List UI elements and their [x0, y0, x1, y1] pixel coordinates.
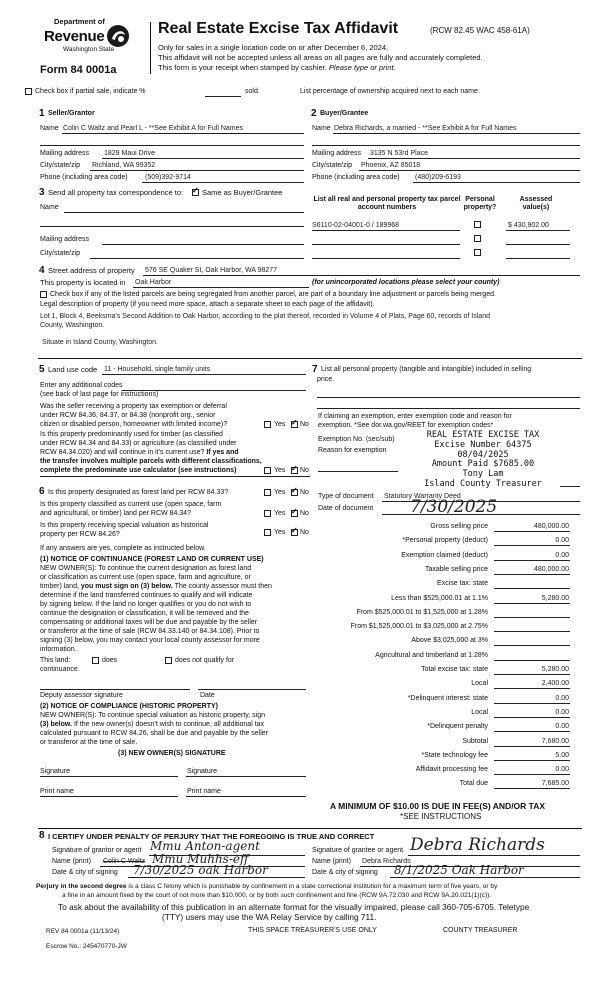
seller-heading: Seller/Grantor: [48, 110, 95, 117]
timber-question-l1: Is this property predominantly used for timber (as classified: [40, 431, 223, 438]
n1-l6: continue the designation or classification, it will be removed and the: [40, 610, 249, 617]
located-label: This property is located in: [40, 278, 126, 287]
street-label: Street address of property: [48, 266, 135, 275]
grantor-signature-label: Signature of grantor or agent: [52, 847, 142, 854]
current-use-question-l1: Is this property classified as current use (open space, farm: [40, 501, 222, 508]
grantor-name-label: Name (print): [52, 858, 91, 865]
personal-property-label-l2: price.: [317, 376, 335, 383]
tax-row-label: Less than $525,000.01 at 1.1%: [391, 594, 488, 602]
buyer-phone-value[interactable]: (480)209-6193: [415, 174, 461, 181]
buyer-city-value[interactable]: Phoenix, AZ 85018: [361, 162, 421, 169]
partial-sale-checkbox[interactable]: [25, 88, 32, 95]
grantee-date-city[interactable]: 8/1/2025 Oak Harbor: [394, 863, 524, 877]
tax-row-label: Local: [471, 708, 488, 716]
tax-row-label: Taxable selling price: [424, 565, 488, 573]
form-title: Real Estate Excise Tax Affidavit: [158, 20, 399, 37]
historic-no-checkbox[interactable]: [291, 529, 298, 536]
n1-l8: or transferor at the time of sale (RCW 84.33.140 or 84.34.108). Prior to: [40, 628, 260, 635]
tax-row-line: [494, 531, 570, 532]
ownership-note: List percentage of ownership acquired next to each name.: [300, 88, 480, 95]
escrow-number: Escrow No.: 245470770-JW: [46, 943, 127, 950]
tax-row-value[interactable]: 5.00: [555, 751, 569, 759]
buyer-heading: Buyer/Grantee: [320, 110, 369, 117]
historic-yes-checkbox[interactable]: [264, 529, 271, 536]
exemption-yes-checkbox[interactable]: [264, 421, 271, 428]
tax-row-line: [494, 560, 570, 561]
seller-city-label: City/state/zip: [40, 162, 81, 169]
tax-row-line: [494, 588, 570, 589]
land-use-label: Land use code: [48, 365, 98, 374]
segregate-label: Check box if any of the listed parcels are being segregated from another parcel, are part of a boundary line adjustment or parcels being merged.: [50, 291, 496, 298]
tax-row-value[interactable]: 5,280.00: [541, 594, 569, 602]
grantor-signature[interactable]: Mmu Anton-agent: [150, 839, 260, 853]
parcel-col-header: List all real and personal property tax parcel account numbers: [313, 196, 461, 212]
corr-city-line[interactable]: [90, 258, 304, 259]
tax-row-line: [494, 545, 570, 546]
land-does-checkbox[interactable]: [92, 657, 99, 664]
n1-l7: compensating or additional taxes will be due and payable by the seller: [40, 619, 258, 626]
exemption-reason-label: Reason for exemption: [318, 447, 387, 454]
additional-codes-label: Enter any additional codes: [40, 382, 123, 389]
tax-row-label: *Delinquent interest: state: [407, 694, 488, 702]
n2-l1: NEW OWNER(S): To continue special valuation as historic property, sign: [40, 712, 265, 719]
grantor-date-city[interactable]: 7/30/2025 oak Harbor: [133, 863, 268, 877]
current-use-yes-checkbox[interactable]: [264, 510, 271, 517]
section-1-number: 1: [39, 108, 45, 119]
parcel-number-1[interactable]: S6110-02-04001-0 / 189968: [312, 222, 400, 229]
seller-name-value[interactable]: Colin C Waltz and Pearl L - **See Exhibit A for Full Names: [63, 125, 244, 132]
section-3-number: 3: [39, 187, 45, 198]
timber-question-l5: complete the predominate use calculator (see instructions): [40, 467, 237, 474]
doc-date-label: Date of document: [318, 505, 374, 512]
n2-l3: calculated pursuant to RCW 84.26, shall be due and payable by the seller: [40, 730, 269, 737]
tax-row-line: [494, 617, 570, 618]
grantor-name-hand[interactable]: Mmu Muhhs-eff: [152, 852, 249, 866]
tax-row-line: [494, 603, 570, 604]
grantee-name-print[interactable]: Debra Richards: [362, 858, 411, 865]
located-note: (for unincorporated locations please select your county): [312, 279, 500, 286]
current-use-question-l2: and agricultural, or timber) land per RCW 84.34?: [40, 510, 191, 517]
forest-instructions: If any answers are yes, complete as instructed below.: [40, 545, 206, 552]
n1-l10: information.: [40, 646, 77, 653]
revision-label: REV 84 0001a (11/13/24): [46, 928, 120, 935]
timber-no-checkbox[interactable]: [291, 467, 298, 474]
grantee-name-label: Name (print): [312, 858, 351, 865]
tax-row-line: [494, 760, 570, 761]
segregate-checkbox[interactable]: [40, 291, 47, 298]
timber-yes-checkbox[interactable]: [264, 467, 271, 474]
new-owner-sig-label-1: Signature: [40, 768, 70, 775]
dor-logo-dept: Department of: [54, 17, 105, 26]
grantee-signature-label: Signature of grantee or agent: [312, 847, 404, 854]
exemption-note-l1: If claiming an exemption, enter exemption code and reason for: [318, 413, 512, 420]
tax-row-label: Affidavit processing fee: [415, 766, 488, 774]
perjury-line-2: a fine in an amount fixed by the court of not more than $10,000, or by both such confinement and fine (RCW 9A.72.030 and RCW 9A.20.021(1)(c)).: [62, 892, 492, 899]
grantor-name-print: Colin C Waltz: [103, 858, 146, 865]
partial-percent-line[interactable]: [205, 96, 241, 97]
notice-continuance-heading: (1) NOTICE OF CONTINUANCE (FOREST LAND OR CURRENT USE): [40, 556, 264, 563]
this-land-label: This land:: [40, 657, 71, 664]
tax-row-line: [494, 674, 570, 675]
same-as-buyer-label: Same as Buyer/Grantee: [202, 188, 283, 197]
street-value[interactable]: 576 SE Quaker St, Oak Harbor, WA 98277: [145, 267, 278, 274]
tax-row-label: From $1,525,000.01 to $3,025,000 at 2.75%: [350, 623, 488, 631]
header-divider: [150, 22, 151, 74]
exemption-note-l2: exemption. *See dor.wa.gov/REET for exemption codes*: [318, 422, 494, 429]
land-does-not-checkbox[interactable]: [165, 657, 172, 664]
buyer-name-value[interactable]: Debra Richards, a married - **See Exhibit A for Full Names: [334, 125, 517, 132]
n2-l2: (3) below. If the new owner(s) doesn't wish to continue, all additional tax: [40, 721, 265, 728]
legal-line-1: Lot 1, Block 4, Beeksma's Second Addition to Oak Harbor, according to the plat thereof, recorded in Volume 4 of Plats, Page 60, records of Island: [40, 313, 490, 320]
buyer-city-label: City/state/zip: [312, 162, 353, 169]
tax-row-value[interactable]: 480,000.00: [533, 523, 569, 530]
tax-row-label: Local: [471, 680, 488, 688]
perjury-line-1: Perjury in the second degree is a class C felony which is punishable by confinement in a state correctional institution for a maximum term of five years, or by: [36, 883, 498, 890]
tax-row-value[interactable]: 2,400.00: [541, 680, 569, 688]
tax-row-line: [494, 774, 570, 775]
exemption-question-l3: citizen or disabled person, homeowner with limited income)?: [40, 421, 228, 428]
assessed-col-header: Assessed value(s): [519, 196, 553, 212]
seller-phone-value[interactable]: (509)392-9714: [145, 174, 191, 181]
tax-row-value[interactable]: 7,685.00: [541, 780, 569, 788]
assessed-value-1[interactable]: $ 430,902.00: [508, 222, 549, 229]
timber-question-l4: the transfer involves multiple parcels with different classifications,: [40, 458, 262, 465]
exemption-question-l1: Was the seller receiving a property tax exemption or deferral: [40, 403, 227, 410]
timber-question-l2: under RCW 84.34 and 84.33) or agriculture (as classified under: [40, 440, 237, 447]
exemption-question-l2: under RCW 84.36, 84.37, or 84.38 (nonprofit org., senior: [40, 412, 216, 419]
doc-type-value[interactable]: Statutory Warranty Deed: [384, 493, 461, 500]
tax-row-label: Exemption claimed (deduct): [401, 551, 488, 559]
continuance-label: continuance.: [40, 666, 80, 673]
corr-name-label: Name: [40, 204, 59, 211]
personal-property-checkbox-3[interactable]: [474, 249, 481, 256]
buyer-phone-label: Phone (including area code): [312, 174, 400, 181]
treasurer-space-label: THIS SPACE TREASURER'S USE ONLY: [248, 927, 377, 934]
header-line-1: Only for sales in a single location code on or after December 6, 2024.: [158, 43, 389, 52]
n1-l1: NEW OWNER(S): To continue the current designation as forest land: [40, 565, 252, 572]
personal-property-label-l1: List all personal property (tangible and intangible) included in selling: [321, 366, 532, 373]
tax-row-label: Excise tax: state: [437, 580, 488, 588]
tax-row-value[interactable]: 0.00: [555, 537, 569, 545]
stamp-line-6: Island County Treasurer: [424, 478, 542, 489]
personal-col-header: Personal property?: [463, 196, 497, 212]
tax-row-line: [494, 746, 570, 747]
dor-logo-state: Washington State: [63, 46, 115, 53]
section-2-number: 2: [311, 108, 317, 119]
section-7-number: 7: [312, 364, 318, 375]
grantee-date-label: Date & city of signing: [312, 869, 378, 876]
stamp-line-3: 08/04/2025: [457, 449, 509, 460]
deputy-signature-label: Deputy assessor signature: [40, 692, 123, 699]
new-owner-sig-label-2: Signature: [187, 768, 217, 775]
tax-row-line: [494, 788, 570, 789]
grantee-signature[interactable]: Debra Richards: [410, 835, 545, 855]
personal-property-checkbox-2[interactable]: [474, 235, 481, 242]
tax-row-label: *State technology fee: [421, 751, 488, 759]
n2-l4: or transferor at the time of sale.: [40, 739, 138, 746]
section-4-number: 4: [39, 265, 45, 276]
tax-row-value[interactable]: 0.00: [555, 708, 569, 716]
seller-city-value[interactable]: Richland, WA 99352: [92, 162, 156, 169]
treasurer-stamp: [398, 431, 568, 490]
dor-logo-revenue: Revenue: [44, 28, 105, 45]
forest-no-checkbox[interactable]: [291, 489, 298, 496]
buyer-mail-value[interactable]: 3135 N 53rd Place: [370, 150, 428, 157]
tax-row-value[interactable]: 0.00: [555, 694, 569, 702]
header-line-3: This form is your receipt when stamped by cashier. Please type or print.: [158, 63, 396, 72]
tax-row-line: [494, 574, 570, 575]
correspondence-label: Send all property tax correspondence to:: [48, 188, 184, 197]
new-owner-print-label-2: Print name: [187, 788, 221, 795]
tax-row-line: [494, 703, 570, 704]
tax-row-value[interactable]: 480,000.00: [533, 565, 569, 573]
n1-l2: or classification as current use (open space, farm and agriculture, or: [40, 574, 251, 581]
legal-label: Legal description of property (if you need more space, attach a separate sheet to each page of the affidavit).: [40, 301, 375, 308]
tax-row-value[interactable]: 0.00: [555, 723, 569, 731]
n1-l4: determine if the land transferred continues to qualify and will indicate: [40, 592, 253, 599]
new-owner-print-label-1: Print name: [40, 788, 74, 795]
header-line-2: This affidavit will not be accepted unless all areas on all pages are fully and accurately completed.: [158, 53, 483, 62]
see-back-note: (see back of last page for instructions): [40, 391, 159, 398]
stamp-line-4: Amount Paid $7685.00: [431, 459, 535, 470]
located-value[interactable]: Oak Harbor: [135, 279, 172, 286]
corr-city-label: City/state/zip: [40, 250, 81, 257]
see-instructions-note: *SEE INSTRUCTIONS: [400, 812, 482, 821]
rcw-reference: (RCW 82.45 WAC 458-61A): [430, 26, 530, 35]
grantor-date-label: Date & city of signing: [52, 869, 118, 876]
corr-name-line[interactable]: [64, 212, 304, 213]
doc-type-label: Type of document: [318, 493, 374, 500]
historic-question-l2: property per RCW 84.26?: [40, 531, 120, 538]
partial-sale-label: Check box if partial sale, indicate %: [35, 88, 146, 95]
tax-row-label: *Delinquent penalty: [427, 723, 488, 731]
same-as-buyer-checkbox[interactable]: [192, 189, 199, 196]
section-6-number: 6: [39, 486, 45, 497]
seller-mail-value[interactable]: 1829 Maui Drive: [104, 150, 155, 157]
tax-row-label: From $525,000.01 to $1,525,000 at 1.28%: [356, 608, 488, 616]
section-8-number: 8: [39, 830, 45, 841]
buyer-name-label: Name: [312, 125, 331, 132]
timber-question-l3: RCW 84.34.020) and will continue in it's current use? If yes and: [40, 449, 239, 456]
tax-row-line: [494, 688, 570, 689]
n1-l9: signing (3) below, you may contact your local county assessor for more: [40, 637, 260, 644]
legal-line-2: County, Washington.: [40, 322, 105, 329]
personal-property-checkbox-1[interactable]: [474, 221, 481, 228]
form-number: Form 84 0001a: [40, 64, 117, 76]
tax-row-label: *Personal property (deduct): [402, 537, 488, 545]
current-use-no-checkbox[interactable]: [291, 510, 298, 517]
historic-question-l1: Is this property receiving special valuation as historical: [40, 522, 209, 529]
tax-row-line: [494, 631, 570, 632]
partial-sold-label: sold.: [245, 88, 260, 95]
minimum-fee-note: A MINIMUM OF $10.00 IS DUE IN FEE(S) AND/OR TAX: [330, 801, 546, 811]
notice-compliance-heading: (2) NOTICE OF COMPLIANCE (HISTORIC PROPERTY): [40, 703, 218, 710]
stamp-line-2: Excise Number 64375: [434, 439, 532, 450]
tax-row-label: Agricultural and timberland at 1.28%: [375, 651, 488, 659]
land-use-value[interactable]: 11 - Household, single family units: [104, 366, 211, 373]
n1-l5: by signing below. If the land no longer qualifies or you do not wish to: [40, 601, 252, 608]
doc-date-value[interactable]: 7/30/2025: [410, 497, 498, 517]
tax-row-value[interactable]: 0.00: [555, 766, 569, 774]
stamp-line-5: Tony Lam: [462, 469, 504, 480]
tax-row-label: Gross selling price: [430, 523, 488, 530]
county-treasurer-label: COUNTY TREASURER: [443, 927, 518, 934]
n1-l3: timber) land, you must sign on (3) below. The county assessor must then: [40, 583, 272, 590]
tax-row-label: Total excise tax: state: [421, 666, 488, 673]
certify-heading: I CERTIFY UNDER PENALTY OF PERJURY THAT THE FOREGOING IS TRUE AND CORRECT: [48, 832, 375, 841]
tax-row-line: [494, 731, 570, 732]
tax-row-line: [494, 660, 570, 661]
alt-format-line-1: To ask about the availability of this publication in an alternate format for the visually impaired, please call 360-705-6705. Teletype: [58, 902, 530, 912]
seller-name-label: Name: [40, 125, 59, 132]
seller-phone-label: Phone (including area code): [40, 174, 128, 181]
tax-row-line: [494, 717, 570, 718]
section-5-number: 5: [39, 364, 45, 375]
buyer-mail-label: Mailing address: [312, 150, 362, 157]
stamp-line-1: REAL ESTATE EXCISE TAX: [426, 430, 540, 440]
tax-row-label: Total due: [459, 780, 488, 788]
new-owner-signature-heading: (3) NEW OWNER(S) SIGNATURE: [118, 750, 226, 757]
corr-mail-label: Mailing address: [40, 236, 90, 243]
deputy-date-label: Date: [200, 692, 215, 699]
dor-logo-swirl-icon: [106, 24, 130, 48]
tax-row-line: [494, 645, 570, 646]
tax-row-value[interactable]: 7,680.00: [541, 737, 569, 745]
tax-row-label: Subtotal: [462, 737, 488, 745]
tax-row-value[interactable]: 0.00: [555, 551, 569, 559]
exemption-no-label: Exemption No. (sec/sub): [318, 436, 395, 443]
alt-format-line-2: (TTY) users may use the WA Relay Service by calling 711.: [162, 912, 377, 922]
tax-row-label: Above $3,025,000 at 3%: [411, 637, 488, 645]
exemption-no-checkbox[interactable]: [291, 421, 298, 428]
corr-mail-line[interactable]: [102, 244, 304, 245]
tax-row-value[interactable]: 5,280.00: [541, 666, 569, 673]
forest-question: Is this property designated as forest land per RCW 84.33?: [48, 489, 229, 496]
seller-mail-label: Mailing address: [40, 150, 90, 157]
legal-line-3: Situate in Island County, Washington.: [42, 339, 158, 346]
forest-yes-checkbox[interactable]: [264, 489, 271, 496]
